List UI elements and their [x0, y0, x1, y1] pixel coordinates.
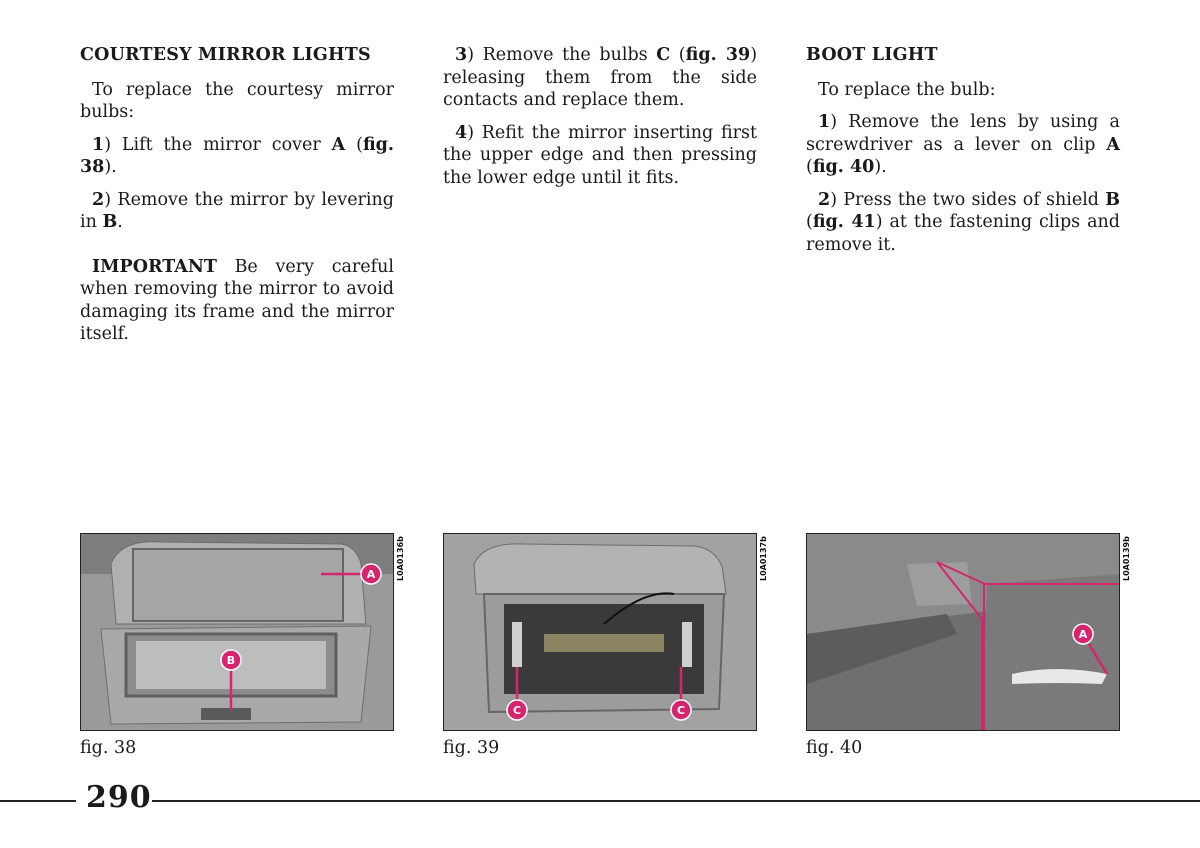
text-column-3 — [806, 44, 1120, 266]
figure-39-bulbs-photo — [443, 533, 757, 731]
important-note: IMPORTANT Be very careful when removing the mirror to avoid damaging its frame and the mirror itself. — [80, 256, 394, 344]
step-2: 2) Press the two sides of shield B (fig. 41) at the fastening clips and remove it. — [806, 189, 1120, 255]
text-column-1 — [80, 44, 394, 356]
step-1: 1) Remove the lens by using a screwdriver as a lever on clip A (fig. 40). — [806, 112, 1120, 177]
callout-label: B — [226, 654, 236, 667]
intro-paragraph: To replace the bulb: — [818, 79, 996, 100]
figure-caption: fig. 39 — [443, 738, 500, 758]
figure-caption: fig. 40 — [806, 738, 863, 758]
callout-label: A — [1078, 628, 1088, 641]
intro-paragraph: To replace the courtesy mirror bulbs: — [80, 79, 394, 122]
figure-38-mirror-photo — [80, 533, 394, 731]
step-4: 4) Refit the mirror inserting first the upper edge and then pressing the lower edge until it fits. — [443, 122, 757, 188]
figure-40-boot-light-photo — [806, 533, 1120, 731]
page-number: 290 — [86, 780, 152, 815]
figure-caption: fig. 38 — [80, 738, 137, 758]
section-heading-boot-light: BOOT LIGHT — [806, 45, 938, 65]
callout-label: C — [676, 704, 686, 717]
figure-code: L0A0139b — [1122, 536, 1131, 581]
figure-code: L0A0136b — [396, 536, 405, 581]
section-heading-courtesy-mirror: COURTESY MIRROR LIGHTS — [80, 45, 371, 65]
figure-code: L0A0137b — [759, 536, 768, 581]
callout-label: C — [512, 704, 522, 717]
footer-rule-left — [0, 800, 76, 802]
step-1: 1) Lift the mirror cover A (fig. 38). — [80, 134, 394, 177]
step-3: 3) Remove the bulbs C (fig. 39) releasing them from the side contacts and replace them. — [443, 45, 758, 110]
callout-label: A — [366, 568, 376, 581]
text-column-2 — [443, 44, 757, 199]
step-2: 2) Remove the mirror by levering in B. — [80, 189, 394, 232]
footer-rule-right — [152, 800, 1200, 802]
